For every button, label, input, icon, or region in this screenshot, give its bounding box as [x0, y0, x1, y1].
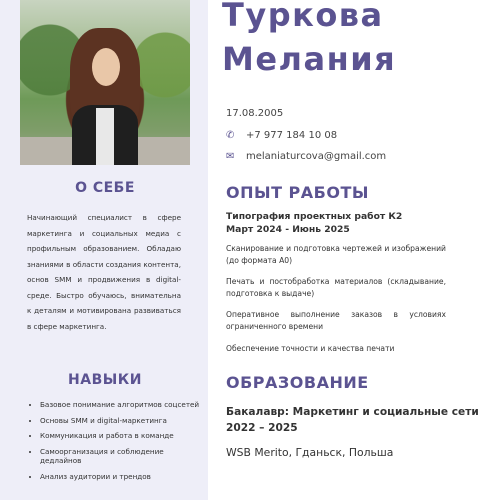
degree: Бакалавр: Маркетинг и социальные сети	[226, 406, 479, 418]
duty-item: Обеспечение точности и качества печати	[226, 344, 395, 353]
about-text: Начинающий специалист в сфере маркетинга и социальных медиа с профильным образованием. Обладаю знаниями в области создания контента, основ SMM и продвижения в digital-среде. Быстро обучаюсь, внимательна к деталям и мотивирована развиваться в сфере маркетинга.	[27, 213, 181, 331]
envelope-icon: ✉	[226, 151, 235, 162]
skill-item: • Анализ аудитории и трендов	[40, 472, 200, 482]
duty-item: Оперативное выполнение заказов в условиях ограниченного времени	[226, 310, 446, 331]
phone-number: +7 977 184 10 08	[246, 130, 338, 141]
about-heading: О СЕБЕ	[75, 180, 135, 196]
institution: WSB Merito, Гданьск, Польша	[226, 446, 394, 459]
duty-item: Сканирование и подготовка чертежей и изображений (до формата А0)	[226, 244, 446, 265]
phone-row	[226, 130, 337, 141]
skill-item: • Коммуникация и работа в команде	[40, 431, 200, 441]
company-name: Типография проектных работ К2	[226, 211, 403, 222]
experience-heading: ОПЫТ РАБОТЫ	[226, 183, 369, 202]
profile-photo	[20, 0, 190, 165]
education-block	[226, 404, 496, 436]
study-years: 2022 – 2025	[226, 422, 298, 434]
skill-item: • Базовое понимание алгоритмов соцсетей	[40, 400, 200, 410]
phone-icon: ✆	[226, 130, 235, 141]
email-address: melaniaturcova@gmail.com	[246, 151, 387, 162]
email-row	[226, 151, 386, 162]
education-heading: ОБРАЗОВАНИЕ	[226, 373, 369, 392]
duty-item: Печать и постобработка материалов (складывание, подготовка к выдаче)	[226, 277, 446, 298]
job-block	[226, 210, 446, 236]
skill-item: • Основы SMM и digital-маркетинга	[40, 416, 200, 426]
skills-list	[22, 400, 200, 487]
last-name: Туркова	[222, 0, 384, 34]
skill-item: • Самоорганизация и соблюдение дедлайнов	[40, 447, 200, 466]
birthdate: 17.08.2005	[226, 108, 284, 119]
skills-heading: НАВЫКИ	[68, 372, 142, 388]
first-name: Мелания	[222, 40, 397, 78]
job-period: Март 2024 - Июнь 2025	[226, 224, 350, 235]
